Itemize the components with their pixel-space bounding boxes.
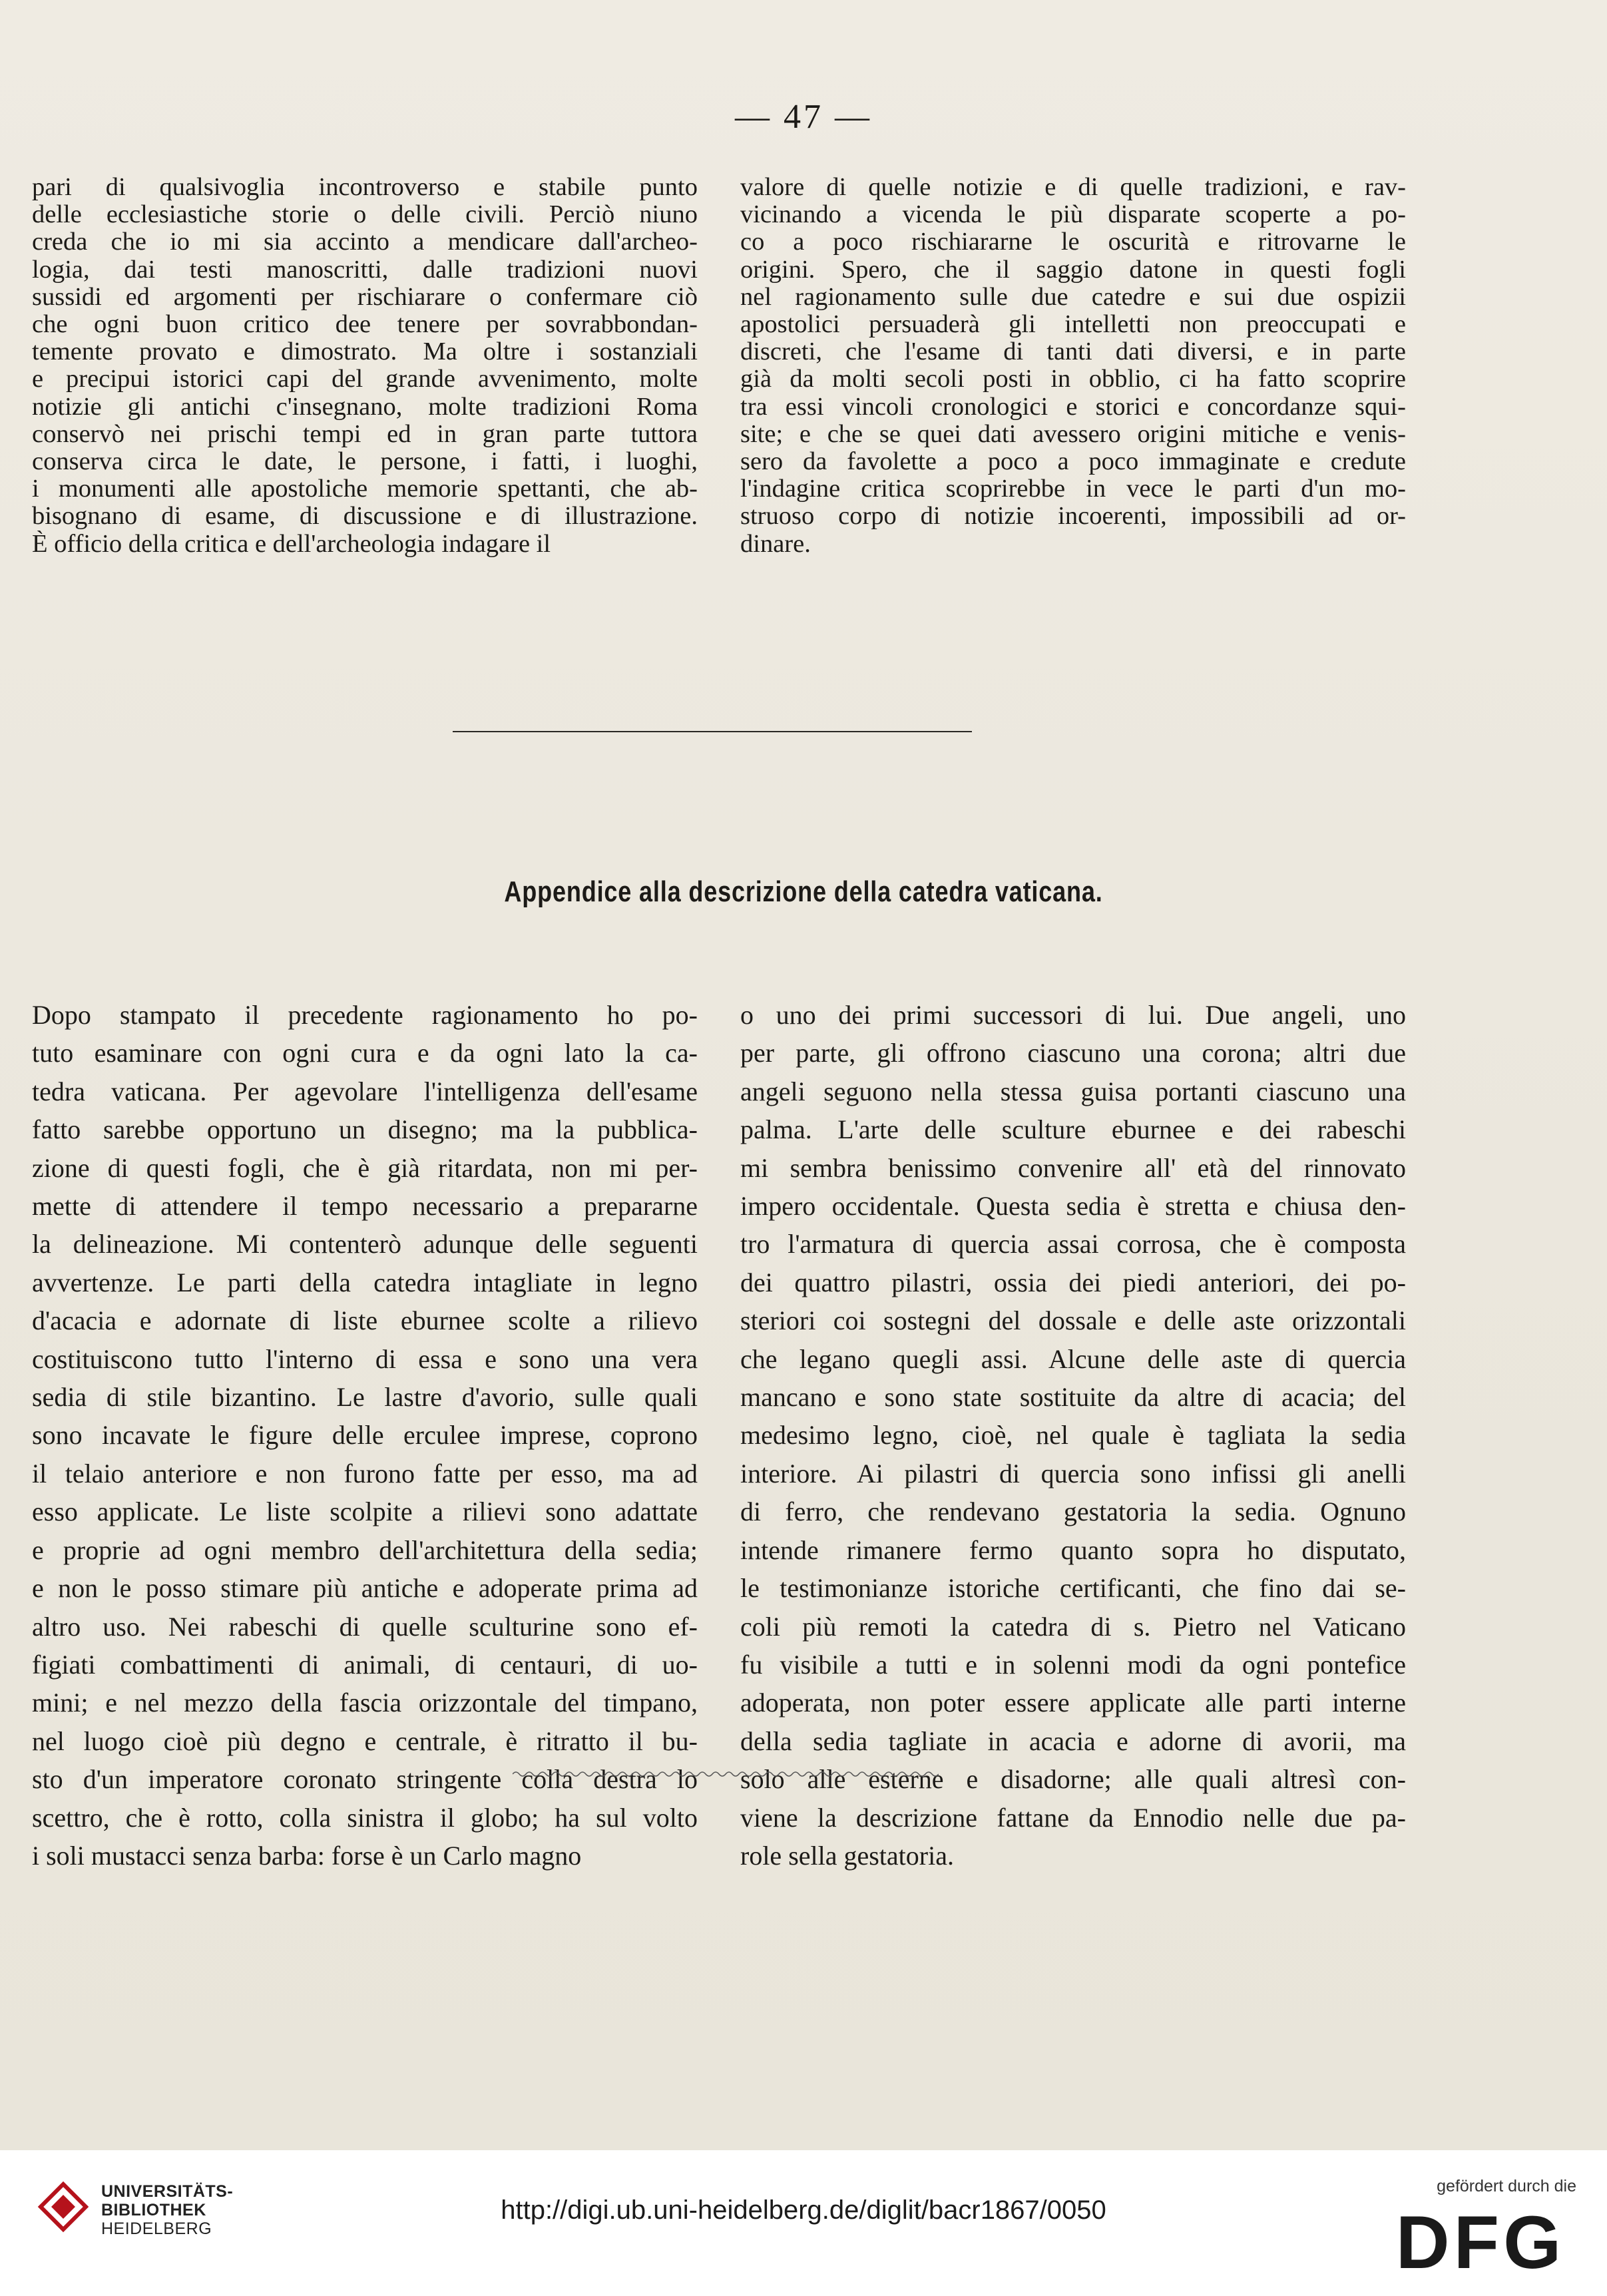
text-line: conserva circa le date, le persone, i fatti, i luoghi,: [32, 448, 698, 476]
text-line: co a poco rischiararne le oscurità e ritrovarne le: [740, 228, 1406, 256]
text-line: coli più remoti la catedra di s. Pietro nel Vaticano: [740, 1611, 1406, 1642]
end-ornament: [513, 1769, 939, 1779]
text-line: conservò nei prischi tempi ed in gran parte tuttora: [32, 420, 698, 448]
text-line: il telaio anteriore e non furono fatte per esso, ma ad: [32, 1458, 698, 1489]
text-line: sedia di stile bizantino. Le lastre d'avorio, sulle quali: [32, 1382, 698, 1413]
text-line: tedra vaticana. Per agevolare l'intelligenza dell'esame: [32, 1076, 698, 1106]
text-line: sero da favolette a poco a poco immaginate e credute: [740, 448, 1406, 476]
svg-text:DFG: DFG: [1395, 2205, 1566, 2278]
institution-line-3: HEIDELBERG: [101, 2219, 212, 2238]
text-line: interiore. Ai pilastri di quercia sono infissi gli anelli: [740, 1458, 1406, 1489]
text-line: che ogni buon critico dee tenere per sovrabbondan-: [32, 311, 698, 339]
text-line: delle ecclesiastiche storie o delle civili. Perciò niuno: [32, 201, 698, 229]
text-line: adoperata, non poter essere applicate alle parti interne: [740, 1688, 1406, 1718]
funded-by-label: gefördert durch die: [1437, 2177, 1576, 2195]
text-line: origini. Spero, che il saggio datone in questi fogli: [740, 256, 1406, 284]
text-line: esso applicate. Le liste scolpite a rilievi sono adattate: [32, 1496, 698, 1527]
text-line: solo alle esterne e disadorne; alle quali altresì con-: [740, 1764, 1406, 1795]
text-line: intende rimanere fermo quanto sopra ho disputato,: [740, 1534, 1406, 1565]
text-line: i soli mustacci senza barba: forse è un Carlo magno: [32, 1840, 582, 1871]
dfg-logo-icon: [1381, 2205, 1580, 2278]
text-line: impero occidentale. Questa sedia è stretta e chiusa den-: [740, 1191, 1406, 1222]
text-line: e precipui istorici capi del grande avvenimento, molte: [32, 365, 698, 393]
text-line: avvertenze. Le parti della catedra intagliate in legno: [32, 1267, 698, 1297]
text-line: medesimo legno, cioè, nel quale è tagliata la sedia: [740, 1420, 1406, 1451]
text-line: per parte, gli offrono ciascuno una corona; altri due: [740, 1038, 1406, 1068]
text-line: mette di attendere il tempo necessario a prepararne: [32, 1191, 698, 1222]
text-line: la delineazione. Mi contenterò adunque delle seguenti: [32, 1229, 698, 1260]
text-line: notizie gli antichi c'insegnano, molte tradizioni Roma: [32, 393, 698, 421]
text-line: Dopo stampato il precedente ragionamento ho po-: [32, 1000, 698, 1030]
text-line: struoso corpo di notizie incoerenti, impossibili ad or-: [740, 503, 1406, 531]
text-line: già da molti secoli posti in obblio, ci ha fatto scoprire: [740, 365, 1406, 393]
text-line: sto d'un imperatore coronato stringente colla destra lo: [32, 1764, 698, 1795]
text-line: dinare.: [740, 530, 811, 558]
text-line: logia, dai testi manoscritti, dalle tradizioni nuovi: [32, 256, 698, 284]
section-divider: [453, 731, 972, 732]
page-number: — 47 —: [735, 98, 872, 136]
text-line: mini; e nel mezzo della fascia orizzontale del timpano,: [32, 1688, 698, 1718]
text-line: costituiscono tutto l'interno di essa e sono una vera: [32, 1343, 698, 1374]
text-line: tro l'armatura di quercia assai corrosa, che è composta: [740, 1229, 1406, 1260]
text-line: vicinando a vicenda le più disparate scoperte a po-: [740, 201, 1406, 229]
text-line: tra essi vincoli cronologici e storici e concordanze squi-: [740, 393, 1406, 421]
text-line: altro uso. Nei rabeschi di quelle sculturine sono ef-: [32, 1611, 698, 1642]
text-line: zione di questi fogli, che è già ritardata, non mi per-: [32, 1152, 698, 1183]
text-line: temente provato e dimostrato. Ma oltre i sostanziali: [32, 338, 698, 366]
top-left-column: [32, 174, 698, 558]
text-line: dei quattro pilastri, ossia dei piedi anteriori, dei po-: [740, 1267, 1406, 1297]
text-line: sono incavate le figure delle erculee imprese, coprono: [32, 1420, 698, 1451]
text-line: l'indagine critica scoprirebbe in vece le parti d'un mo-: [740, 475, 1406, 503]
text-line: palma. L'arte delle sculture eburnee e dei rabeschi: [740, 1114, 1406, 1145]
text-line: È officio della critica e dell'archeologia indagare il: [32, 530, 551, 558]
text-line: figiati combattimenti di animali, di centauri, di uo-: [32, 1649, 698, 1680]
text-line: pari di qualsivoglia incontroverso e stabile punto: [32, 174, 698, 201]
institution-line-2: BIBLIOTHEK: [101, 2201, 206, 2219]
bottom-right-column: [740, 996, 1406, 1875]
text-line: steriori coi sostegni del dossale e delle aste orizzontali: [740, 1305, 1406, 1336]
bottom-left-column: [32, 996, 698, 1875]
text-line: di ferro, che rendevano gestatoria la sedia. Ognuno: [740, 1496, 1406, 1527]
text-line: sussidi ed argomenti per rischiarare o confermare ciò: [32, 283, 698, 311]
text-line: d'acacia e adornate di liste eburnee scolte a rilievo: [32, 1305, 698, 1336]
text-line: e proprie ad ogni membro dell'architettura della sedia;: [32, 1534, 698, 1565]
digitization-footer: [0, 2150, 1607, 2296]
text-line: valore di quelle notizie e di quelle tradizioni, e rav-: [740, 174, 1406, 201]
text-line: scettro, che è rotto, colla sinistra il globo; ha sul volto: [32, 1802, 698, 1833]
text-line: o uno dei primi successori di lui. Due angeli, uno: [740, 1000, 1406, 1030]
text-line: che legano quegli assi. Alcune delle aste di quercia: [740, 1343, 1406, 1374]
text-line: della sedia tagliate in acacia e adorne di avorii, ma: [740, 1725, 1406, 1756]
text-line: tuto esaminare con ogni cura e da ogni lato la ca-: [32, 1038, 698, 1068]
text-line: nel luogo cioè più degno e centrale, è ritratto il bu-: [32, 1725, 698, 1756]
text-line: discreti, che l'esame di tanti dati diversi, e in parte: [740, 338, 1406, 366]
text-line: apostolici persuaderà gli intelletti non preoccupati e: [740, 311, 1406, 339]
text-line: mi sembra benissimo convenire all' età del rinnovato: [740, 1152, 1406, 1183]
permalink-url[interactable]: http://digi.ub.uni-heidelberg.de/diglit/bacr1867/0050: [501, 2195, 1106, 2225]
text-line: role sella gestatoria.: [740, 1840, 954, 1871]
text-line: fu visibile a tutti e in solenni modi da ogni pontefice: [740, 1649, 1406, 1680]
text-line: site; e che se quei dati avessero origini mitiche e venis-: [740, 420, 1406, 448]
text-line: angeli seguono nella stessa guisa portanti ciascuno una: [740, 1076, 1406, 1106]
text-line: fatto sarebbe opportuno un disegno; ma la pubblica-: [32, 1114, 698, 1145]
text-line: nel ragionamento sulle due catedre e sui due ospizii: [740, 283, 1406, 311]
top-right-column: [740, 174, 1406, 558]
text-line: mancano e sono state sostituite da altre di acacia; del: [740, 1382, 1406, 1413]
text-line: creda che io mi sia accinto a mendicare dall'archeo-: [32, 228, 698, 256]
institution-line-1: UNIVERSITÄTS-: [101, 2182, 234, 2201]
text-line: le testimonianze istoriche certificanti, che fino dai se-: [740, 1573, 1406, 1604]
text-line: i monumenti alle apostoliche memorie spettanti, che ab-: [32, 475, 698, 503]
section-heading: Appendice alla descrizione della catedra vaticana.: [504, 875, 1103, 908]
text-line: viene la descrizione fattane da Ennodio nelle due pa-: [740, 1802, 1406, 1833]
text-line: bisognano di esame, di discussione e di illustrazione.: [32, 503, 698, 531]
text-line: e non le posso stimare più antiche e adoperate prima ad: [32, 1573, 698, 1604]
